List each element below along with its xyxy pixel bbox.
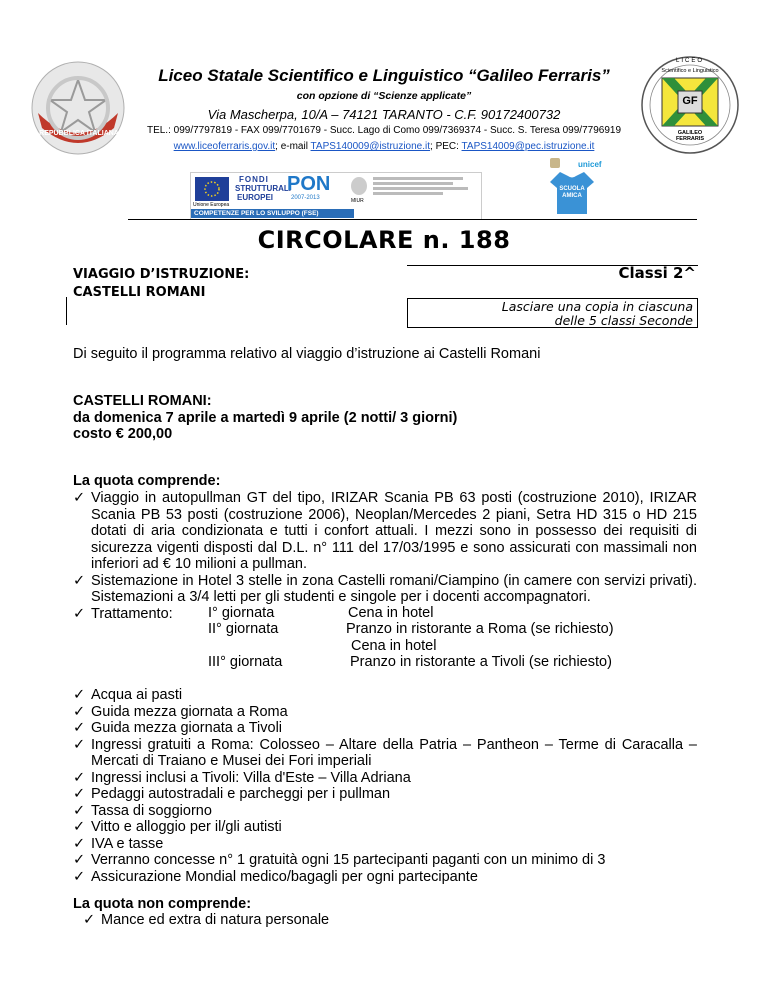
banner-strutturali: STRUTTURALI [235, 184, 291, 193]
list-item: ✓ Sistemazione in Hotel 3 stelle in zona Castelli romani/Ciampino (in camere con servizi privati). Sistemazioni a 3/4 letti per gli studenti e singole per i docenti accompagnatori. [73, 573, 697, 606]
unicef-logo: unicef [578, 160, 602, 169]
includes-title: La quota comprende: [73, 473, 221, 489]
target-classes: Classi 2^ [618, 264, 696, 282]
logo-top-text: LICEO [675, 58, 704, 64]
list-item: ✓ Vitto e alloggio per il/gli autisti [73, 819, 697, 836]
website-link[interactable]: www.liceoferraris.gov.it [173, 141, 276, 152]
list-item: ✓ Viaggio in autopullman GT del tipo, IRIZAR Scania PB 63 posti (costruzione 2010), IRIZAR Scania PB 53 posti (costruzione 2006), Neoplan/Mercedes 2 piani, Setra HD 315 o HD 215 dotati di aria condizionata e tutti i confort attuali. I mezzi sono in possesso dei requisiti di sicurezza vigenti disposti dal D.L. n° 111 del 17/03/1995 e sono assicurati con massimali non inferiori ad € 10 milioni a pullman. [73, 490, 697, 573]
trip-cost: costo € 200,00 [73, 426, 173, 442]
email-label: ; e-mail [275, 141, 311, 152]
extras-list [73, 687, 697, 885]
intro-text: Di seguito il programma relativo al viaggio d’istruzione ai Castelli Romani [73, 346, 541, 362]
pec-label: ; PEC: [430, 141, 462, 152]
banner-fondi: FONDI [239, 175, 269, 184]
list-item: ✓ Acqua ai pasti [73, 687, 697, 704]
excludes-title: La quota non comprende: [73, 896, 252, 912]
list-item: ✓ Assicurazione Mondial medico/bagagli per ogni partecipante [73, 869, 697, 886]
day3-label: III° giornata [208, 654, 283, 670]
logo-initials: GF [682, 95, 698, 107]
list-item: ✓ Guida mezza giornata a Roma [73, 704, 697, 721]
seal-text: REPUBBLICA ITALIANA [39, 130, 119, 137]
small-emblem-icon [550, 158, 560, 168]
treatment-label: Trattamento: [91, 605, 173, 622]
day2-label: II° giornata [208, 621, 279, 637]
banner-miur: MIUR [351, 198, 364, 204]
day2-meal-1: Pranzo in ristorante a Roma (se richiesto) [346, 621, 614, 637]
day2-meal-2: Cena in hotel [351, 638, 437, 654]
subject-line-2: CASTELLI ROMANI [73, 285, 206, 300]
subject [73, 266, 249, 302]
destination-title: CASTELLI ROMANI: [73, 393, 212, 409]
banner-europei: EUROPEI [237, 193, 274, 202]
circular-title: CIRCOLARE n. 188 [257, 226, 511, 254]
pec-link[interactable]: TAPS14009@pec.istruzione.it [461, 141, 595, 152]
banner-union: Unione Europea [193, 202, 230, 208]
italy-emblem-icon [351, 177, 367, 195]
list-item: ✓ Guida mezza giornata a Tivoli [73, 720, 697, 737]
distribution-note [407, 298, 698, 328]
list-item: ✓ Mance ed extra di natura personale [83, 912, 583, 929]
header-divider [128, 219, 697, 220]
left-margin-rule [66, 297, 67, 325]
banner-pon: PON [287, 173, 331, 195]
eu-flag-icon [195, 177, 229, 201]
list-item: ✓ Verranno concesse n° 1 gratuità ogni 15 partecipanti paganti con un minimo di 3 [73, 852, 697, 869]
day3-meal: Pranzo in ristorante a Tivoli (se richiesto) [350, 654, 612, 670]
list-item: ✓ Tassa di soggiorno [73, 803, 697, 820]
subject-line-1: VIAGGIO D’ISTRUZIONE: [73, 267, 250, 282]
banner-ministry-text [373, 177, 473, 203]
banner-competenze: COMPETENZE PER LO SVILUPPO (FSE) [191, 209, 354, 218]
day1-meal: Cena in hotel [348, 605, 434, 621]
list-item: ✓ Ingressi inclusi a Tivoli: Villa d'Este – Villa Adriana [73, 770, 697, 787]
logo-bottom-text: GALILEO FERRARIS [675, 130, 705, 142]
list-item: ✓ IVA e tasse [73, 836, 697, 853]
trip-dates: da domenica 7 aprile a martedì 9 aprile (2 notti/ 3 giorni) [73, 409, 458, 426]
includes-list [73, 490, 697, 622]
list-item: ✓ Pedaggi autostradali e parcheggi per i pullman [73, 786, 697, 803]
school-address: Via Mascherpa, 10/A – 74121 TARANTO - C.F. 90172400732 [207, 107, 561, 122]
tshirt-text: SCUOLA AMICA [559, 186, 585, 199]
destination [73, 393, 457, 443]
school-name: Liceo Statale Scientifico e Linguistico “Galileo Ferraris” [158, 66, 610, 85]
school-contacts: TEL.: 099/7797819 - FAX 099/7701679 - Succ. Lago di Como 099/7369374 - Succ. S. Teresa 099/7796919 [146, 125, 622, 136]
school-option: con opzione di “Scienze applicate” [296, 90, 472, 102]
logo-mid-text: Scientifico e Linguistico [661, 68, 719, 74]
day1-label: I° giornata [208, 605, 275, 621]
banner-years: 2007-2013 [291, 195, 320, 201]
note-line-2: delle 5 classi Seconde [554, 313, 693, 328]
excludes-list [83, 912, 583, 929]
pon-banner [190, 172, 482, 220]
list-item: ✓ Ingressi gratuiti a Roma: Colosseo – Altare della Patria – Pantheon – Terme di Caracalla – Mercati di Traiano e Musei dei Fori imperiali [73, 737, 697, 770]
email-link[interactable]: TAPS140009@istruzione.it [310, 141, 431, 152]
note-line-1: Lasciare una copia in ciascuna [501, 299, 693, 314]
web-line [95, 141, 673, 152]
